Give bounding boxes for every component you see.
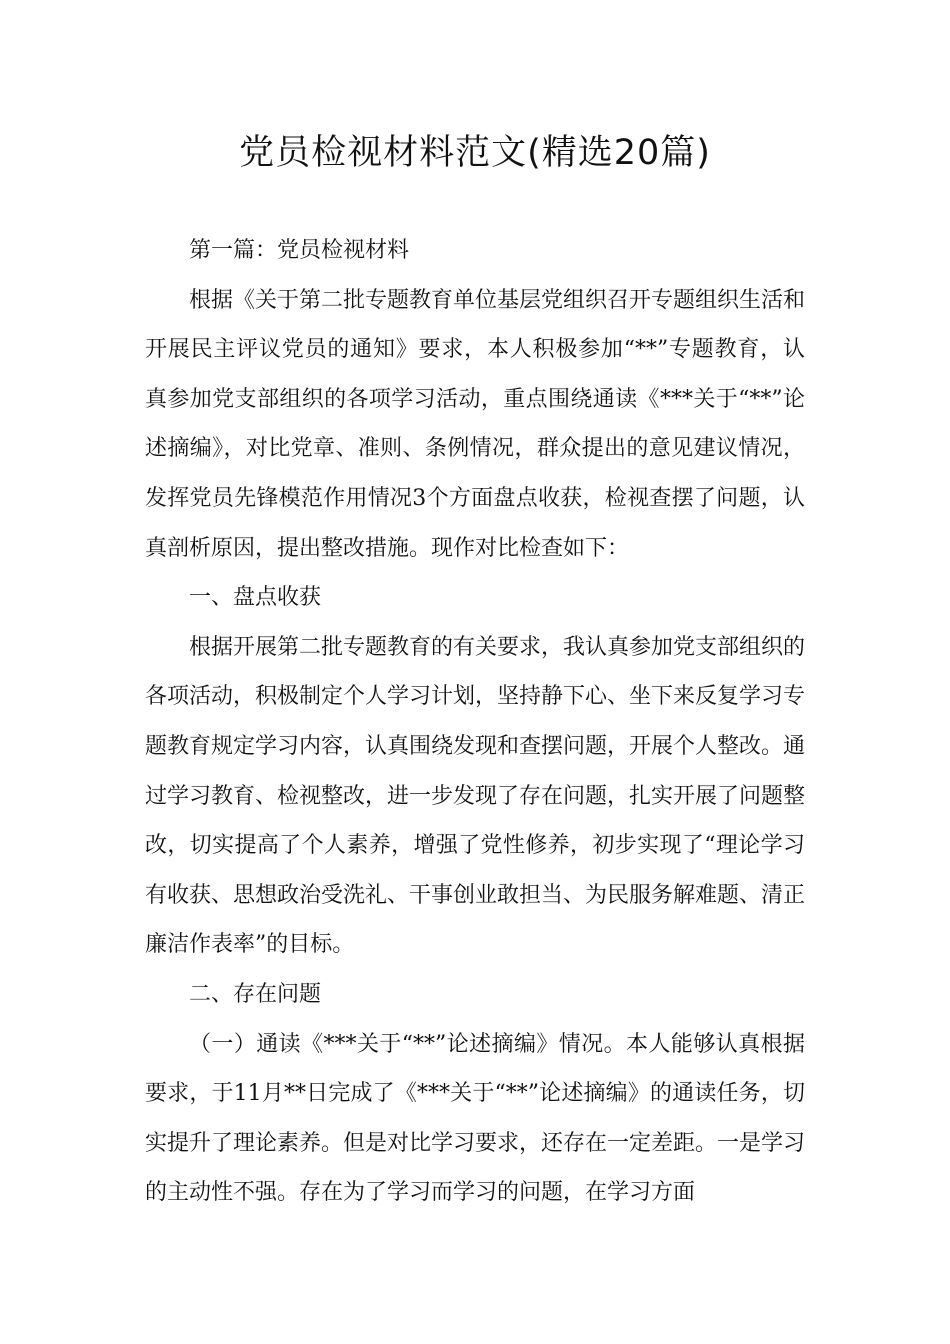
body-paragraph-intro: 根据《关于第二批专题教育单位基层党组织召开专题组织生活和开展民主评议党员的通知》要求，本人积极参加“**”专题教育，认真参加党支部组织的各项学习活动，重点围绕通读《***关于“**”论述摘编》，对比党章、准则、条例情况，群众提出的意见建议情况，发挥党员先锋模范作用情况3个方面盘点收获，检视查摆了问题，认真剖析原因，提出整改措施。现作对比检查如下：	[145, 287, 806, 561]
document-title: 党员检视材料范文(精选20篇)	[239, 133, 711, 173]
document-body	[145, 226, 805, 1218]
section-heading-problems: 二、存在问题	[189, 981, 322, 1007]
body-paragraph-problems: （一）通读《***关于“**”论述摘编》情况。本人能够认真根据要求，于11月**日完成了《***关于“**”论述摘编》的通读任务，切实提升了理论素养。但是对比学习要求，还存在一定差距。一是学习的主动性不强。存在为了学习而学习的问题，在学习方面	[145, 1031, 806, 1206]
section-heading-chapter-1: 第一篇：党员检视材料	[189, 238, 410, 263]
body-paragraph-gains: 根据开展第二批专题教育的有关要求，我认真参加党支部组织的各项活动，积极制定个人学习计划，坚持静下心、坐下来反复学习专题教育规定学习内容，认真围绕发现和查摆问题，开展个人整改。通过学习教育、检视整改，进一步发现了存在问题，扎实开展了问题整改，切实提高了个人素养，增强了党性修养，初步实现了“理论学习有收获、思想政治受洗礼、干事创业敢担当、为民服务解难题、清正廉洁作表率”的目标。	[145, 634, 806, 958]
section-heading-gains: 一、盘点收获	[189, 585, 322, 611]
